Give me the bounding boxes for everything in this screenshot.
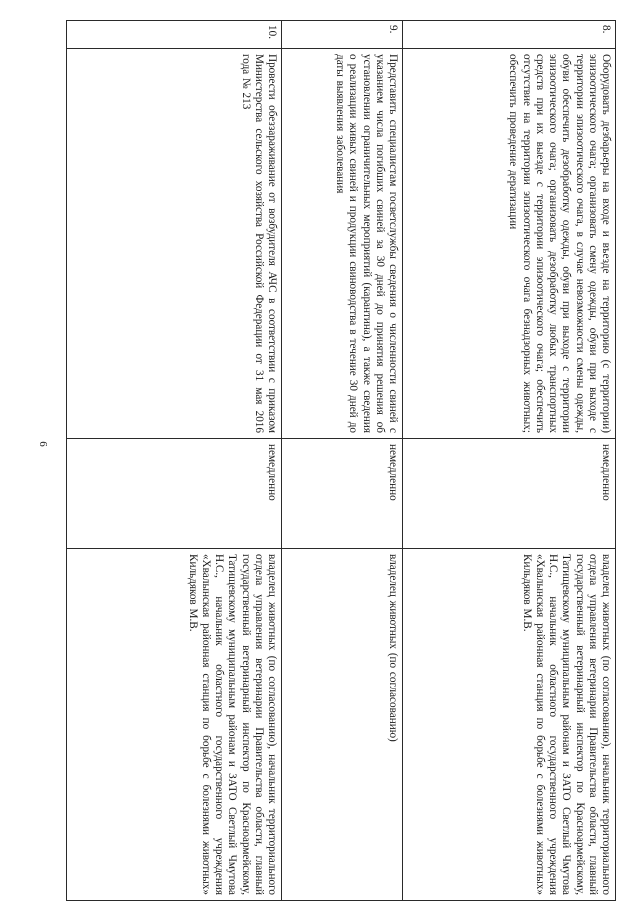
table-row (282, 21, 403, 901)
table-container (88, 20, 616, 900)
term-text: немедленно (282, 439, 403, 549)
row-number: 10. (67, 21, 282, 49)
term-text: немедленно (67, 439, 282, 549)
measures-table (66, 20, 616, 901)
responsible-text: владелец животных (по согласованию), начальник территориального отдела управления ветеринарии Правительства области, главный государственный ветеринарный инспектор по Красноармейскому, Татищевскому муниципальным районам и ЗАТО Светлый Чмутова Н.С., начальник областного государственного учреждения «Хвалынская районная станция по борьбе с болезнями животных» Кильдяков М.В. (67, 549, 282, 901)
measure-text: Оборудовать дезбарьеры на входе и въезде на территорию (с территории) эпизоотического очага; организовать смену одежды, обуви при выходе с территории эпизоотического очага, в случае невозможности смены одежды, обуви обеспечить дезобработку одежды, обуви при выходе с территории эпизоотического очага; организовать дезобработку любых транспортных средств при их выезде с территории эпизоотического очага; обеспечить отсутствие на территории эпизоотического очага безнадзорных животных; обеспечить проведение дератизации (403, 49, 616, 439)
table-row (403, 21, 616, 901)
row-number: 9. (282, 21, 403, 49)
row-number: 8. (403, 21, 616, 49)
page-number: 6 (36, 441, 49, 447)
responsible-text: владелец животных (по согласованию), начальник территориального отдела управления ветеринарии Правительства области, главный государственный ветеринарный инспектор по Красноармейскому, Татищевскому муниципальным районам и ЗАТО Светлый Чмутова Н.С., начальник областного государственного учреждения «Хвалынская районная станция по борьбе с болезнями животных» Кильдяков М.В. (403, 549, 616, 901)
responsible-text: владелец животных (по согласованию) (282, 549, 403, 901)
table-row (67, 21, 282, 901)
measure-text: Провести обеззараживание от возбудителя АЧС в соответствии с приказом Министерства сельского хозяйства Российской Федерации от 31 мая 2016 года № 213 (67, 49, 282, 439)
term-text: немедленно (403, 439, 616, 549)
measure-text: Представить специалистам госветслужбы сведения о численности свиней с указанием числа погибших свиней за 30 дней до принятия решения об установлении ограничительных мероприятий (карантина), а также сведения о реализации живых свиней и продукции свиноводства в течение 30 дней до даты выявления заболевания (282, 49, 403, 439)
